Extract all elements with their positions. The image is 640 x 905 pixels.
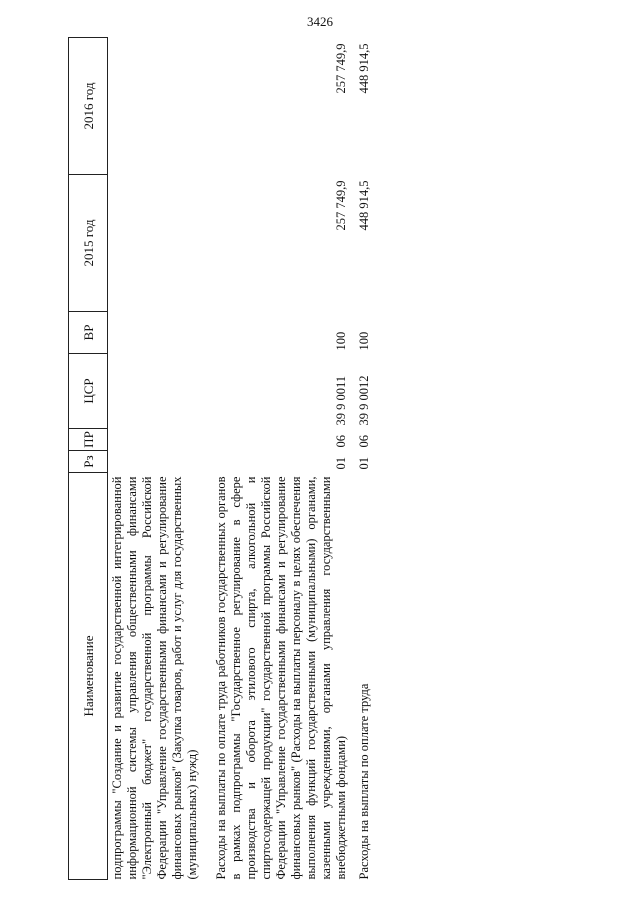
row-2015: 448 914,5 xyxy=(357,180,371,231)
row-csr: 39 9 0012 xyxy=(357,375,371,426)
header-pr: ПР xyxy=(69,429,108,451)
row-csr xyxy=(108,354,201,429)
row-2016: 257 749,9 xyxy=(334,43,348,94)
row-rz: 01 xyxy=(334,457,348,470)
row-rz: 01 xyxy=(357,457,371,470)
header-name: Наименование xyxy=(69,473,108,880)
row-vr xyxy=(108,312,201,354)
header-vr: ВР xyxy=(69,312,108,354)
row-name: Расходы на выплаты по оплате труда работников государственных органов в рамках подпрограммы "Государственное регулирование в сфере производства и оборота этилового спирта, алкогольной и спиртосодержащей продукции" государственной программы Российской Федерации "Управление государственными финансами и регулирование финансовых рынков" (Расходы на выплаты персоналу в целях обеспечения выполнения функций государственными (муниципальными) органами, казенными учреждениями, органами управления государственными внебюджетными фондами) xyxy=(214,476,348,880)
budget-table-container xyxy=(68,38,620,880)
row-2016 xyxy=(108,38,201,175)
row-rz xyxy=(108,451,201,473)
row-pr: 06 xyxy=(357,435,371,448)
table-row xyxy=(108,38,201,880)
row-vr: 100 xyxy=(357,331,371,351)
header-2016: 2016 год xyxy=(69,38,108,175)
row-pr: 06 xyxy=(334,435,348,448)
table-header-row xyxy=(69,38,108,880)
header-rz: Рз xyxy=(69,451,108,473)
row-name: подпрограммы "Создание и развитие государственной интегрированной информационной системы управления общественными финансами "Электронный бюджет" государственной программы Российской Федерации "Управление государственными финансами и регулирование финансовых рынков" (Закупка товаров, работ и услуг для государственных (муниципальных) нужд) xyxy=(110,476,199,880)
row-2015: 257 749,9 xyxy=(334,180,348,231)
budget-table xyxy=(68,37,372,880)
header-2015: 2015 год xyxy=(69,175,108,312)
row-csr: 39 9 0011 xyxy=(334,375,348,426)
page-number: 3426 xyxy=(307,14,333,29)
table-row xyxy=(349,38,372,880)
table-row xyxy=(200,38,349,880)
row-vr: 100 xyxy=(334,331,348,351)
row-pr xyxy=(108,429,201,451)
header-csr: ЦСР xyxy=(69,354,108,429)
row-name: Расходы на выплаты по оплате труда xyxy=(357,683,371,880)
row-2016: 448 914,5 xyxy=(357,43,371,94)
row-2015 xyxy=(108,175,201,312)
